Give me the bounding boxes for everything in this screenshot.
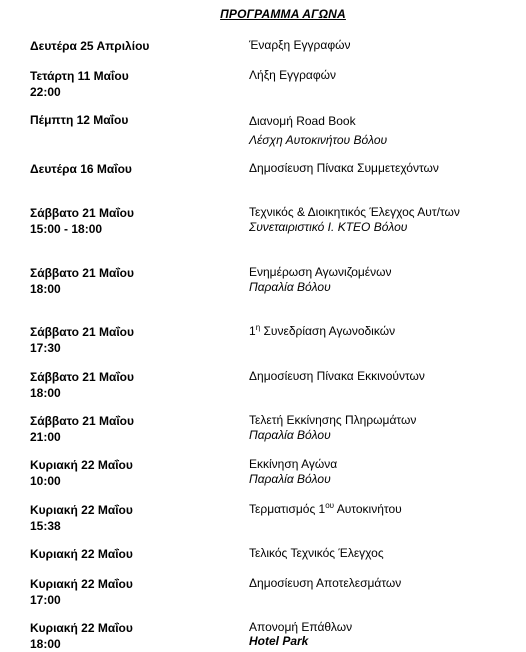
row-event [249,546,519,561]
row-event [249,502,519,517]
event-text: Τερματισμός 1 [249,502,326,516]
event-text: Έναρξη Εγγραφών [249,38,351,52]
row-date [30,413,240,445]
date-text: Σάββατο 21 Μαΐου [30,370,134,384]
event-text: Δημοσίευση Πίνακα Εκκινούντων [249,369,425,383]
row-date [30,161,240,177]
time-text: 10:00 [30,474,61,488]
row-event [249,161,519,176]
row-event [249,576,519,591]
location-text: Συνεταιριστικό Ι. ΚΤΕΟ Βόλου [249,220,408,234]
date-text: Δευτέρα 25 Απριλίου [30,39,150,53]
location-text: Hotel Park [249,634,309,648]
date-text: Δευτέρα 16 Μαΐου [30,162,132,176]
row-date [30,205,240,237]
row-event [249,620,519,648]
time-text: 17:30 [30,341,61,355]
time-text: 15:00 - 18:00 [30,222,103,236]
date-text: Κυριακή 22 Μαΐου [30,547,133,561]
row-date [30,68,240,100]
event-ordinal-superscript: ου [325,501,335,510]
event-text: Τελικός Τεχνικός Έλεγχος [249,546,384,560]
date-text: Πέμπτη 12 Μαΐου [30,113,129,127]
date-text: Σάββατο 21 Μαΐου [30,325,134,339]
event-text: Ενημέρωση Αγωνιζομένων [249,265,392,279]
date-text: Κυριακή 22 Μαΐου [30,458,133,472]
date-text: Κυριακή 22 Μαΐου [30,577,133,591]
event-text: Απονομή Επάθλων [249,620,353,634]
row-event [249,68,519,83]
row-date [30,38,240,54]
location-text: Παραλία Βόλου [249,428,331,442]
row-date [30,620,240,652]
row-date [30,369,240,401]
location-text: Παραλία Βόλου [249,280,331,294]
time-text: 17:00 [30,593,61,607]
row-date [30,546,240,562]
date-text: Σάββατο 21 Μαΐου [30,266,134,280]
event-text-suffix: Αυτοκινήτου [336,502,402,516]
time-text: 21:00 [30,430,61,444]
row-date [30,265,240,297]
event-ordinal: 1 [249,324,256,338]
row-date [30,502,240,534]
date-text: Σάββατο 21 Μαΐου [30,206,134,220]
time-text: 18:00 [30,282,61,296]
row-date [30,324,240,356]
row-date [30,457,240,489]
event-text: Εκκίνηση Αγώνα [249,457,338,471]
program-title: ΠΡΟΓΡΑΜΜΑ ΑΓΩΝΑ [220,7,346,21]
location-text: Παραλία Βόλου [249,472,331,486]
row-date [30,576,240,608]
event-text: Δημοσίευση Αποτελεσμάτων [249,576,402,590]
time-text: 18:00 [30,386,61,400]
event-text: Διανομή Road Book [249,114,356,128]
location-text: Λέσχη Αυτοκινήτου Βόλου [249,133,388,147]
date-text: Σάββατο 21 Μαΐου [30,414,134,428]
date-text: Τετάρτη 11 Μαΐου [30,69,129,83]
date-text: Κυριακή 22 Μαΐου [30,621,133,635]
event-text: Λήξη Εγγραφών [249,68,336,82]
row-event [249,324,519,339]
event-text: Συνεδρίαση Αγωνοδικών [263,324,396,338]
row-event [249,205,519,235]
time-text: 22:00 [30,85,61,99]
row-date [30,112,240,128]
event-text: Τελετή Εκκίνησης Πληρωμάτων [249,413,417,427]
event-text: Δημοσίευση Πίνακα Συμμετεχόντων [249,161,439,175]
time-text: 18:00 [30,637,61,651]
event-ordinal-superscript: η [255,323,261,332]
time-text: 15:38 [30,519,61,533]
row-event [249,369,519,384]
row-event [249,265,519,295]
row-event [249,112,519,150]
row-event [249,38,519,53]
row-event [249,457,519,487]
row-event [249,413,519,443]
date-text: Κυριακή 22 Μαΐου [30,503,133,517]
event-text: Τεχνικός & Διοικητικός Έλεγχος Αυτ/των [249,205,460,219]
